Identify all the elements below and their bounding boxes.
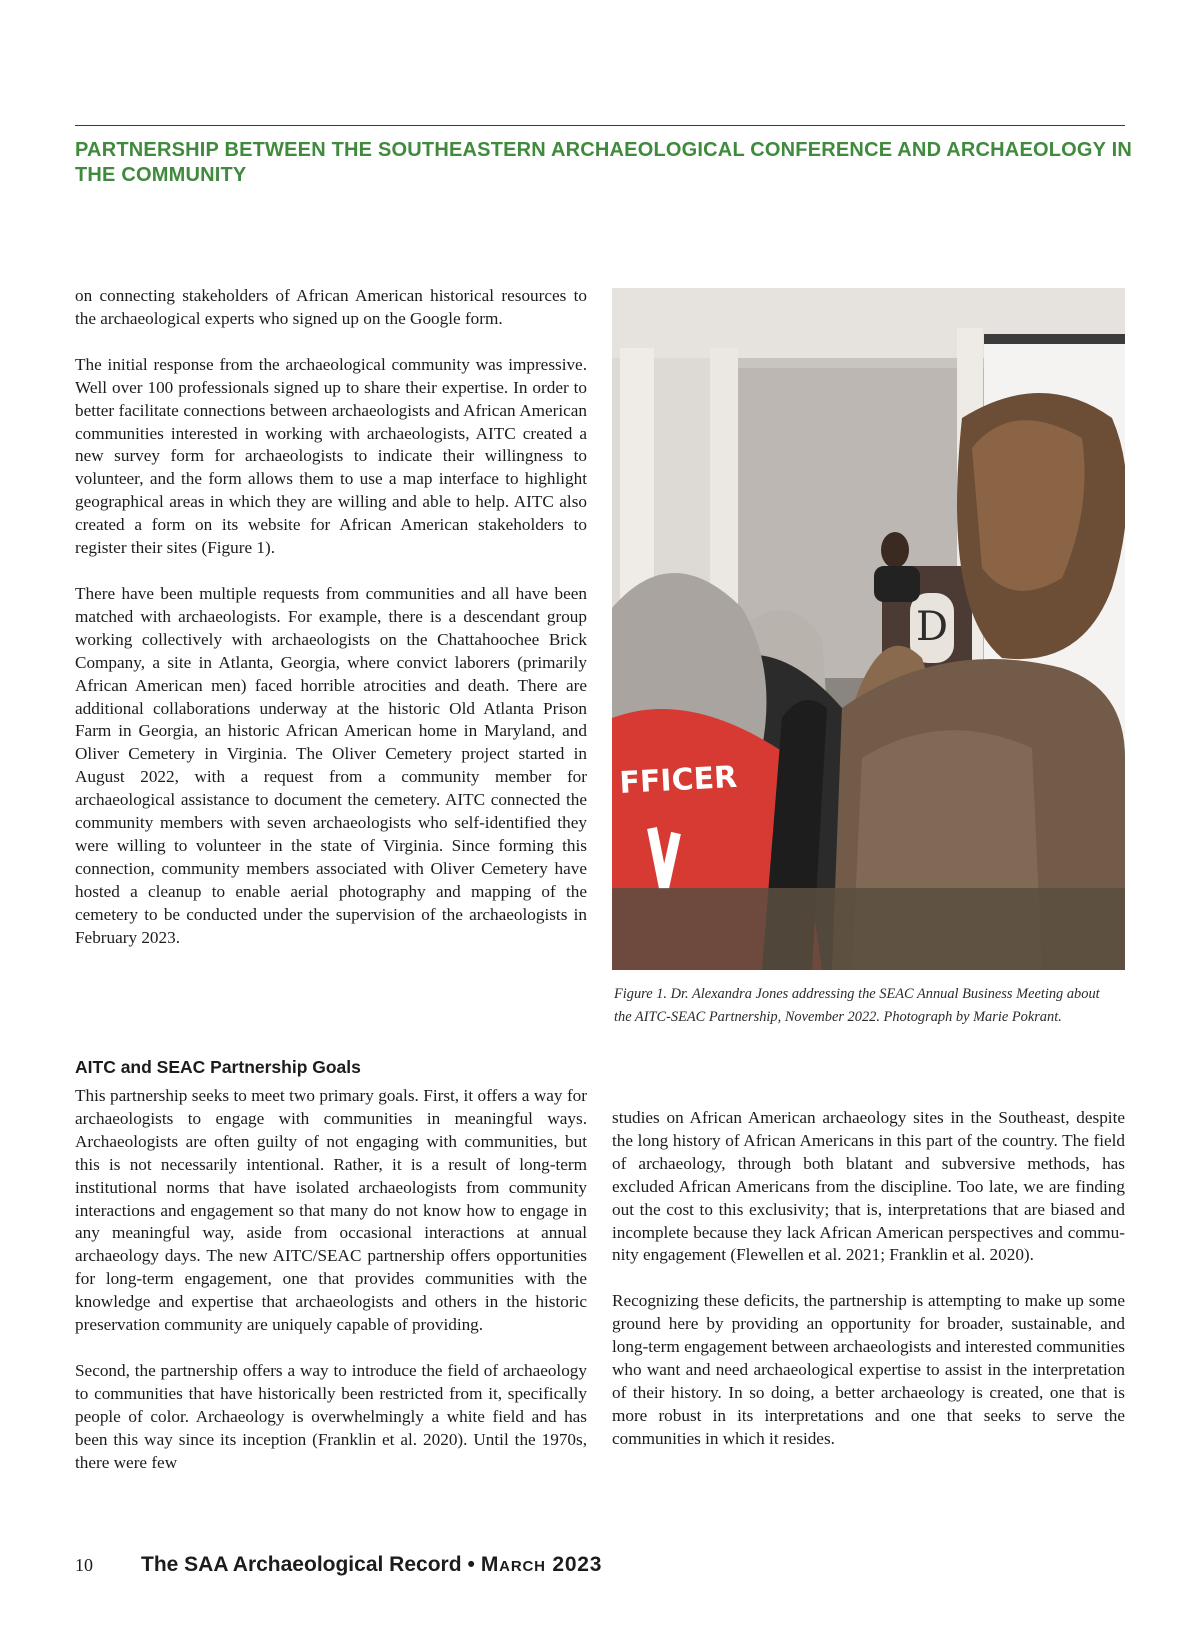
right-column — [612, 1107, 1125, 1451]
paragraph: The initial response from the archaeological community was impressive. Well over 100 professionals signed up to share their expertise. In order to better facilitate connections between archaeologists and African American communities interested in working with archaeologists, AITC created a new survey form for archaeologists to indicate their willingness to volunteer, and the form allows them to use a map interface to highlight geographical areas in which they are willing and able to help. AITC also created a form on its website for African American stakeholders to register their sites (Figure 1). — [75, 354, 587, 558]
paragraph: Recognizing these deficits, the partnership is attempting to make up some ground here by providing an opportunity for broader, sustainable, and long-term engagement between archaeologists and interested communities who want and need archaeological expertise to assist in the interpretation of their history. In so doing, a better archaeology is created, one that is more robust in its interpretations and one that seeks to serve the communities in which it resides. — [612, 1291, 1125, 1448]
paragraph: studies on African American archaeology sites in the Southeast, despite the long history of African Americans in this part of the country. The field of archaeology, through both blatant and subversive methods, has excluded African Americans from the discipline. Too late, we are finding out the cost to this exclusivity; that is, interpretations that are biased and incomplete because they lack African American perspectives and community engagement (Flewellen et al. 2021; Franklin et al. 2020). — [612, 1108, 1125, 1265]
header-rule — [75, 125, 1125, 126]
paragraph: There have been multiple requests from communities and all have been matched with archaeologists. For example, there is a descendant group working collectively with archaeologists on the Chattahoochee Brick Company, a site in Atlanta, Georgia, where convict laborers (primarily African American men) faced horrible atrocities and death. There are additional collaborations underway at the historic Old Atlanta Prison Farm in Georgia, an historic African American home in Maryland, and Oliver Cemetery in Virginia. The Oliver Cemetery project started in August 2022, with a request from a community member for archaeological assistance to document the cemetery. AITC connected the community members with seven archaeologists who self-identified they were willing to volunteer in the state of Virginia. Since forming this connection, community members associated with Oliver Cemetery have hosted a cleanup to enable aerial photography and mapping of the cemetery to be conducted under the supervision of the archaeologists in February 2023. — [75, 583, 587, 947]
paragraph: Second, the partnership offers a way to introduce the field of archaeology to communities that have historically been restricted from it, specifically people of color. Archaeology is overwhelmingly a white field and has been this way since its inception (Franklin et al. 2020). Until the 1970s, there were few — [75, 1360, 587, 1472]
section-heading: AITC and SEAC Partnership Goals — [75, 1057, 361, 1077]
paragraph: on connecting stakeholders of African American historical resources to the archaeological experts who signed up on the Google form. — [75, 286, 587, 328]
left-column-bottom — [75, 1085, 587, 1475]
footer-bullet: • — [467, 1553, 475, 1576]
figure-photo — [612, 288, 1125, 970]
journal-title: The SAA Archaeological Record — [141, 1553, 462, 1576]
page-number: 10 — [75, 1555, 93, 1575]
paragraph: This partnership seeks to meet two primary goals. First, it offers a way for archaeologists to engage with communities in meaningful ways. Archaeologists are often guilty of not engaging with communities, but this is not necessarily intentional. Rather, it is a result of long-term institutional norms that have isolated archaeologists from community interactions and engagement so that many do not know how to engage in any meaningful way, aside from occasional interactions at annual archaeology days. The new AITC/SEAC partnership offers opportunities for long-term engagement, one that provides communities with the knowledge and expertise that archaeologists and others in the historic preservation community are uniquely capable of providing. — [75, 1086, 587, 1335]
issue-date: March 2023 — [480, 1553, 603, 1576]
figure-caption: Figure 1. Dr. Alexandra Jones addressing the SEAC Annual Business Meeting about the AITC-SEAC Partnership, November 2022. Photograph by Marie Pokrant. — [614, 986, 1100, 1025]
conference-photo-illustration — [612, 288, 1125, 970]
svg-text:D: D — [915, 604, 949, 650]
left-column-top — [75, 285, 587, 949]
article-title: PARTNERSHIP BETWEEN THE SOUTHEASTERN ARCHAEOLOGICAL CONFERENCE AND ARCHAEOLOGY IN THE COMMUNITY — [75, 139, 1133, 186]
page-footer — [75, 1553, 602, 1577]
shirt-text: FFICER — [618, 759, 739, 801]
